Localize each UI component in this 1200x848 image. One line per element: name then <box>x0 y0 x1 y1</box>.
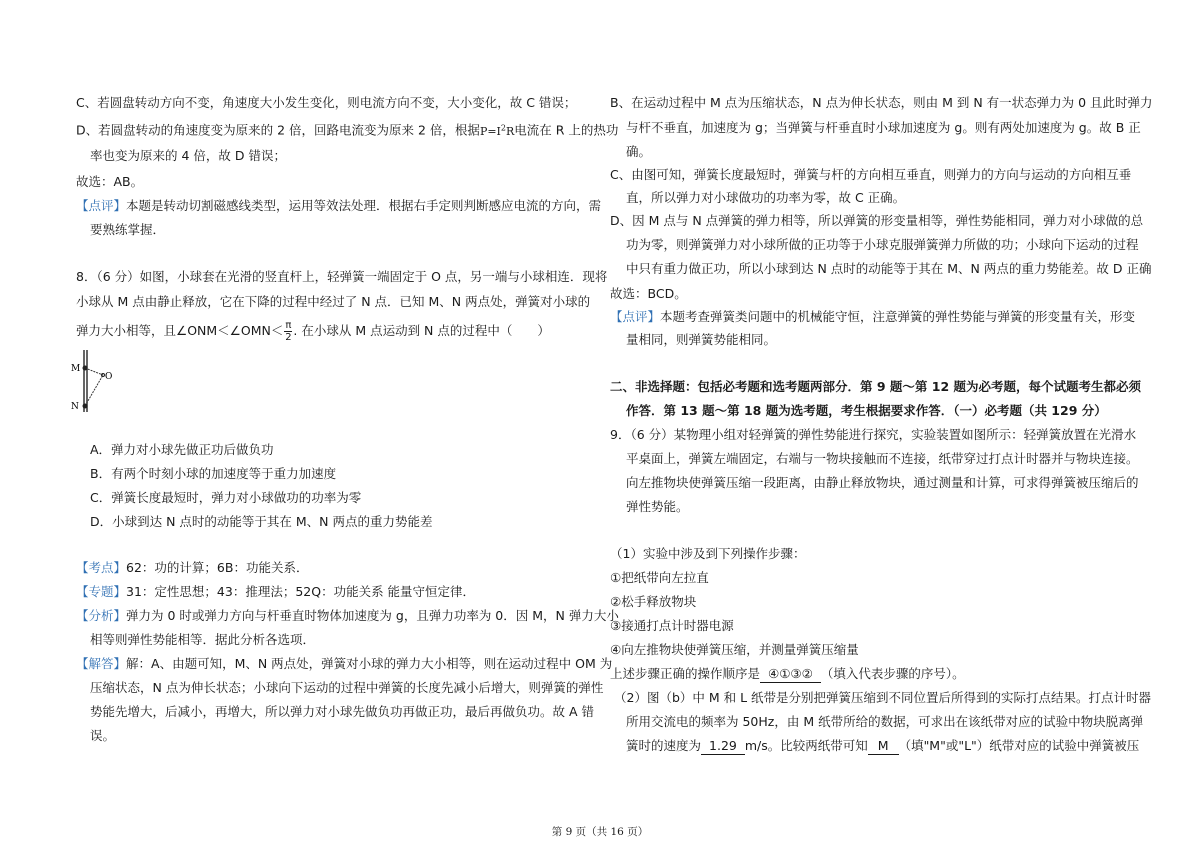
d-text-a: D、若圆盘转动的角速度变为原来的 2 倍，回路电流变为原来 2 倍，根据 <box>76 122 480 138</box>
r-comment-text: 本题考查弹簧类问题中的机械能守恒，注意弹簧的弹性势能与弹簧的形变量有关，形变 <box>660 309 1136 324</box>
r-comment-1 <box>610 309 1135 325</box>
fenxi-line2: 相等则弹性势能相等．据此分析各选项． <box>90 632 316 647</box>
step-1: ①把纸带向左拉直 <box>610 570 709 585</box>
jieda-line4: 误。 <box>90 728 116 743</box>
r-comment-2: 量相同，则弹簧势能相同。 <box>626 332 777 347</box>
zhuanti-text: 31：定性思想；43：推理法；52Q：功能关系 能量守恒定律． <box>126 584 476 599</box>
q9-line1: 9．（6 分）某物理小组对轻弹簧的弹性势能进行探究，实验装置如图所示：轻弹簧放置在光滑水 <box>610 427 1137 442</box>
r-option-d-1: D、因 M 点与 N 点弹簧的弹力相等，所以弹簧的形变量相等，弹性势能相同，弹力对小球做的总 <box>610 213 1144 228</box>
part2-line1: （2）图（b）中 M 和 L 纸带是分别把弹簧压缩到不同位置后所得到的实际打点结果。打点计时器 <box>614 690 1152 705</box>
steps-intro: （1）实验中涉及到下列操作步骤： <box>610 546 806 561</box>
q8-line3 <box>76 320 550 343</box>
q9-line3: 向左推物块使弹簧压缩一段距离，由静止释放物块，通过测量和计算，可求得弹簧被压缩后的 <box>626 475 1139 490</box>
option-b: B．有两个时刻小球的加速度等于重力加速度 <box>90 466 337 481</box>
jieda-tag: 【解答】 <box>76 656 127 671</box>
part2-text-a: 簧时的速度为 <box>626 738 702 753</box>
frac-num: π <box>285 320 292 331</box>
jieda-line3: 势能先增大，后减小，再增大，所以弹力对小球先做负功再做正功，最后再做负功。故 A 错 <box>90 704 594 719</box>
power-formula <box>480 125 514 138</box>
option-a: A．弹力对小球先做正功后做负功 <box>90 442 274 457</box>
q8-line1: 8．（6 分）如图，小球套在光滑的竖直杆上，轻弹簧一端固定于 O 点，另一端与小球相连．现将 <box>76 269 608 284</box>
fenxi-text: 弹力为 0 时或弹力方向与杆垂直时物体加速度为 g，且弹力功率为 0．因 M，N 弹力大小 <box>126 608 619 623</box>
q9-line2: 平桌面上，弹簧左端固定，右端与一物块接触而不连接，纸带穿过打点计时器并与物块连接。 <box>626 451 1139 466</box>
option-d: D．小球到达 N 点时的动能等于其在 M、N 两点的重力势能差 <box>90 514 433 529</box>
jieda-line2: 压缩状态，N 点为伸长状态；小球向下运动的过程中弹簧的长度先减小后增大，则弹簧的弹性 <box>90 680 604 695</box>
d-text-b: 电流在 R 上的热功 <box>514 122 619 138</box>
pi-over-2 <box>284 320 292 343</box>
section-heading-2: 作答．第 13 题～第 18 题为选考题，考生根据要求作答．（一）必考题（共 129 分） <box>626 403 1107 418</box>
q8-line3-b: . 在小球从 M 点运动到 N 点的过程中（ ） <box>293 323 550 338</box>
step-2: ②松手释放物块 <box>610 594 697 609</box>
r-option-c-1: C、由图可知，弹簧长度最短时，弹簧与杆的方向相互垂直，则弹力的方向与运动的方向相互垂 <box>610 167 1132 182</box>
option-d-analysis-line2: 率也变为原来的 4 倍，故 D 错误； <box>90 148 286 163</box>
ball-n <box>83 404 88 409</box>
part2-line3 <box>626 738 1139 755</box>
fenxi-tag: 【分析】 <box>76 608 127 623</box>
step-3: ③接通打点计时器电源 <box>610 618 734 633</box>
kaodian <box>76 560 308 576</box>
q8-line2: 小球从 M 点由静止释放，它在下降的过程中经过了 N 点．已知 M、N 两点处，弹簧对小球的 <box>76 294 591 309</box>
answer-ab: 故选：AB。 <box>76 174 144 189</box>
r-option-b-1: B、在运动过程中 M 点为压缩状态，N 点为伸长状态，则由 M 到 N 有一状态弹力为 0 且此时弹力 <box>610 95 1153 110</box>
kaodian-text: 62：功的计算；6B：功能关系． <box>126 560 309 575</box>
q8-line3-a: 弹力大小相等，且∠ONM＜∠OMN＜ <box>76 323 284 338</box>
order-text-b: （填入代表步骤的序号）。 <box>820 666 965 681</box>
label-n: N <box>71 402 79 412</box>
option-c: C．弹簧长度最短时，弹力对小球做功的功率为零 <box>90 490 362 505</box>
label-o: O <box>105 372 113 382</box>
tape-answer: M <box>868 738 899 755</box>
answer-bcd: 故选：BCD。 <box>610 286 687 301</box>
formula-pi: P=I <box>479 124 501 138</box>
part2-text-c: （填"M"或"L"）纸带对应的试验中弹簧被压 <box>898 738 1140 753</box>
comment-line1 <box>76 198 601 214</box>
comment-text: 本题是转动切割磁感线类型，运用等效法处理．根据右手定则判断感应电流的方向，需 <box>126 198 602 213</box>
q9-line4: 弹性势能。 <box>626 499 689 514</box>
ball-m <box>83 366 88 371</box>
section-heading-1: 二、非选择题：包括必考题和选考题两部分．第 9 题～第 12 题为必考题，每个试题考生都必须 <box>610 379 1142 394</box>
step-4: ④向左推物块使弹簧压缩，并测量弹簧压缩量 <box>610 642 859 657</box>
part2-text-b: m/s。比较两纸带可知 <box>744 738 868 753</box>
velocity-answer: 1.29 <box>701 738 745 755</box>
option-c-analysis: C、若圆盘转动方向不变，角速度大小发生变化，则电流方向不变，大小变化，故 C 错误； <box>76 95 577 110</box>
option-d-analysis-line1 <box>76 120 618 140</box>
part2-line2: 所用交流电的频率为 50Hz，由 M 纸带所给的数据，可求出在该纸带对应的试验中物块脱离弹 <box>626 714 1144 729</box>
r-option-c-2: 直，所以弹力对小球做功的功率为零，故 C 正确。 <box>626 190 906 205</box>
r-option-b-3: 确。 <box>626 144 652 159</box>
page-footer: 第 9 页（共 16 页） <box>551 826 649 838</box>
comment-line2: 要熟练掌握． <box>90 222 166 237</box>
r-option-d-2: 功为零，则弹簧弹力对小球所做的正功等于小球克服弹簧弹力所做的功；小球向下运动的过程 <box>626 237 1139 252</box>
label-m: M <box>71 364 81 374</box>
r-comment-tag: 【点评】 <box>610 309 661 324</box>
order-line <box>610 666 965 683</box>
r-option-d-3: 中只有重力做正功，所以小球到达 N 点时的动能等于其在 M、N 两点的重力势能差。故 D 正确 <box>626 261 1152 276</box>
r-option-b-2: 与杆不垂直，加速度为 g；当弹簧与杆垂直时小球加速度为 g。则有两处加速度为 g。故 B 正 <box>626 120 1141 135</box>
fenxi-line1 <box>76 608 619 624</box>
zhuanti-tag: 【专题】 <box>76 584 127 599</box>
kaodian-tag: 【考点】 <box>76 560 127 575</box>
formula-r: R <box>506 124 515 138</box>
spring-rod-figure <box>68 346 118 416</box>
frac-den: 2 <box>285 332 292 343</box>
zhuanti <box>76 584 475 600</box>
order-text-a: 上述步骤正确的操作顺序是 <box>610 666 761 681</box>
jieda-text: 解：A、由题可知，M、N 两点处，弹簧对小球的弹力大小相等，则在运动过程中 OM 为 <box>126 656 613 671</box>
order-answer: ④①③② <box>760 666 821 683</box>
comment-tag: 【点评】 <box>76 198 127 213</box>
formula-sup: 2 <box>500 123 506 132</box>
jieda-line1 <box>76 656 612 672</box>
